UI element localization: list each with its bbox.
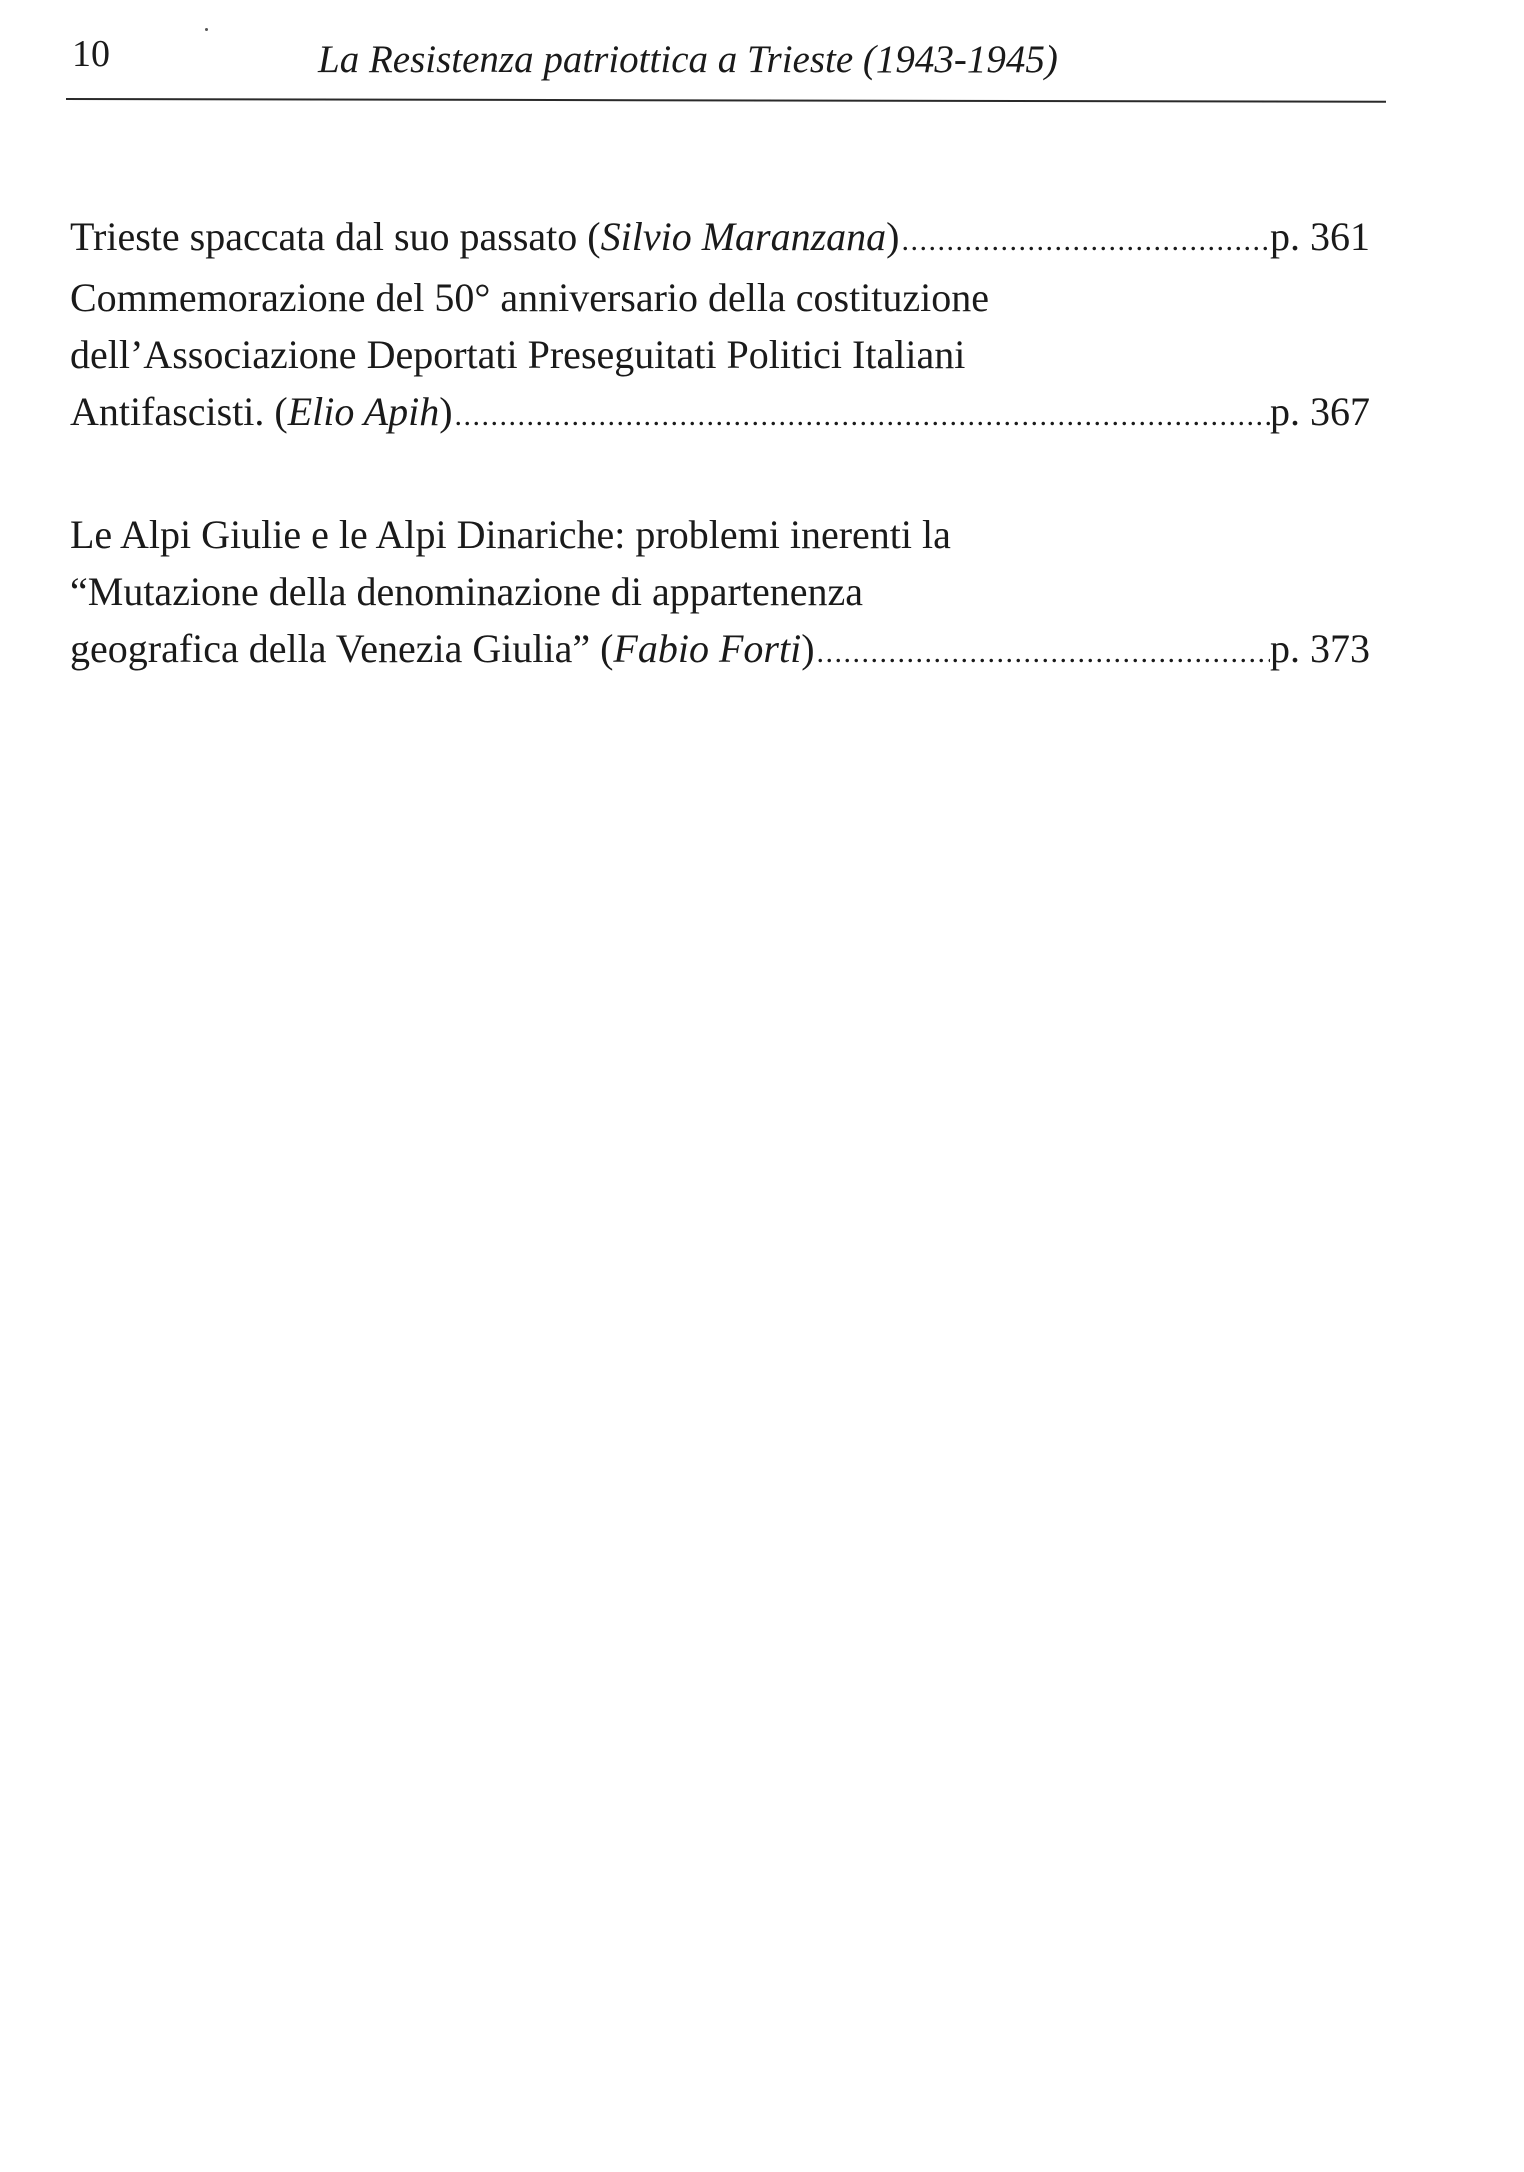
speck [205,28,208,31]
toc-entry-author: Elio Apih [287,389,440,434]
dot-leader [815,620,1270,681]
toc-entry-title: Trieste spaccata dal suo passato (Silvio Maranzana) [70,214,900,259]
toc-entry-title: geografica della Venezia Giulia” (Fabio Forti) [70,626,815,671]
running-title: La Resistenza patriottica a Trieste (1943-1945) [318,38,1058,81]
toc-entry-page: p. 361 [1270,214,1370,259]
toc-entry-author: Silvio Maranzana [600,214,887,259]
toc-entry-line [70,620,1370,681]
toc-entry-line [70,383,1370,444]
toc-entry-page: p. 367 [1270,389,1370,434]
toc-entry [70,208,1370,444]
toc-entry-line [70,208,1370,269]
toc-entry-line: Le Alpi Giulie e le Alpi Dinariche: problemi inerenti la [70,512,951,557]
table-of-contents [70,208,1370,743]
toc-entry [70,506,1370,681]
toc-entry-page: p. 373 [1270,626,1370,671]
dot-leader [453,383,1270,444]
toc-entry-line: dell’Associazione Deportati Preseguitati Politici Italiani [70,332,966,377]
toc-entry-line: Commemorazione del 50° anniversario della costituzione [70,275,990,320]
toc-entry-author: Fabio Forti [613,626,802,671]
toc-entry-title: Antifascisti. (Elio Apih) [70,389,453,434]
toc-entry-line: “Mutazione della denominazione di appartenenza [70,569,863,614]
dot-leader [899,208,1270,269]
page-number: 10 [72,33,110,75]
header-rule [66,98,1386,103]
